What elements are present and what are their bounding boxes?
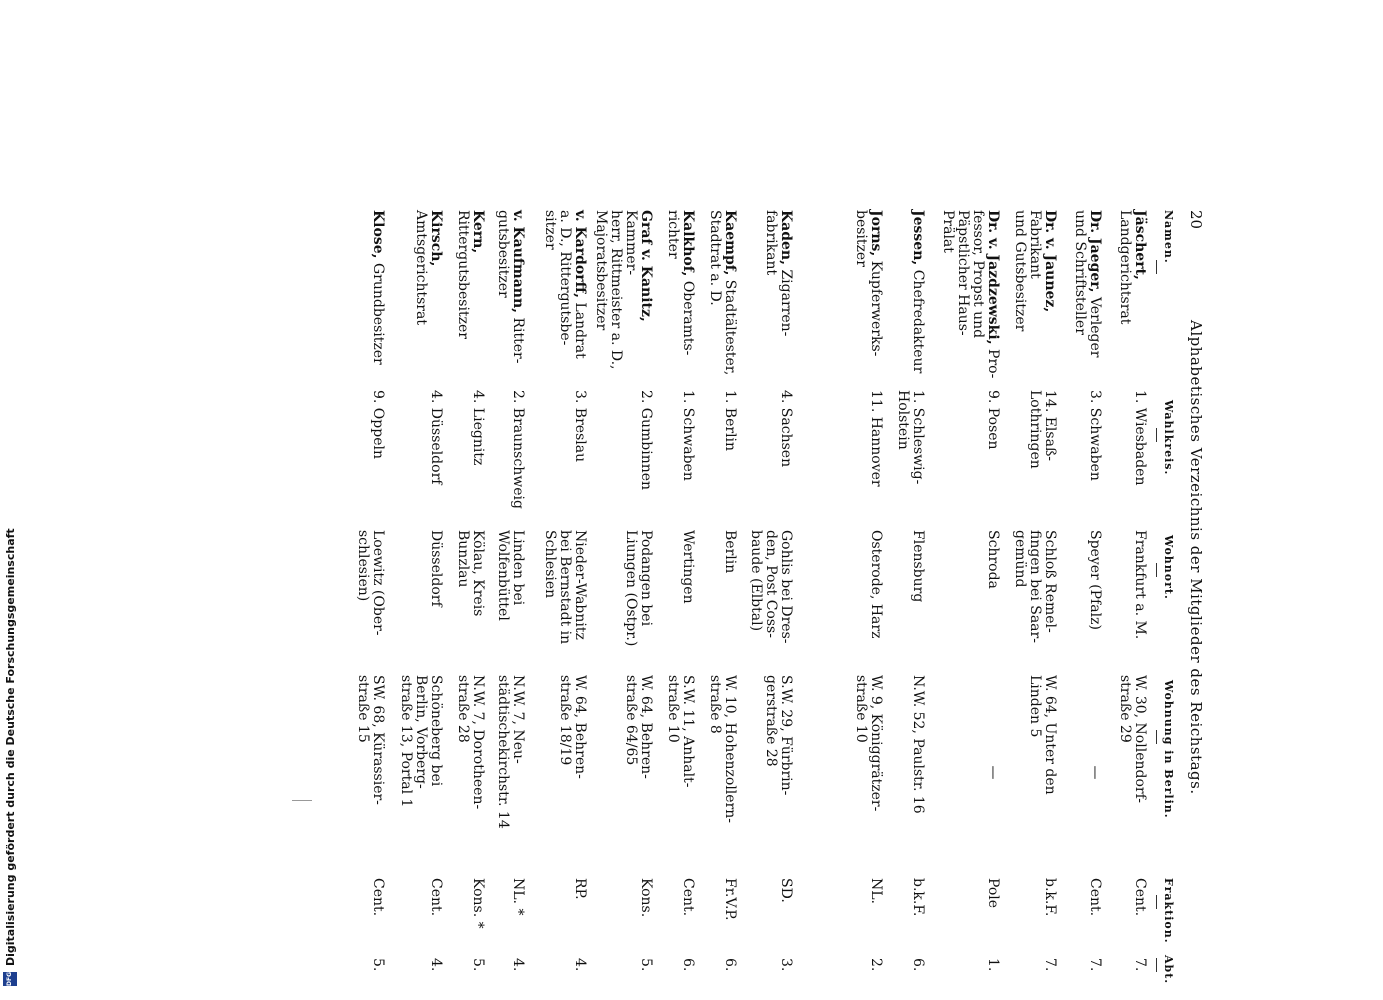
member-occupation: Rittergutsbesitzer [455, 210, 471, 339]
member-abteilung: 6. [680, 958, 696, 972]
member-berlin-address: N.W. 52, Paulstr. 16 [910, 675, 926, 814]
member-wahlkreis: 1. Schleswig- Holstein [895, 390, 926, 485]
member-wohnort: Frankfurt a. M. [1132, 530, 1148, 640]
member-wahlkreis: 9. Posen [985, 390, 1001, 450]
member-berlin-address: — [985, 765, 1001, 780]
member-surname: Kalkhof, [680, 210, 696, 277]
member-fraktion: Cent. [1087, 878, 1103, 917]
member-berlin-address: Schöneberg bei Berlin, Vorberg- straße 13, Portal 1 [398, 675, 444, 808]
member-wahlkreis: 9. Oppeln [370, 390, 386, 459]
page-number: 20 [1187, 210, 1205, 230]
member-surname: Dr. Jaeger, [1087, 210, 1103, 293]
member-surname: Kern, [470, 210, 486, 254]
member-name [1072, 210, 1102, 385]
member-berlin-address: W. 10, Hohenzollern- straße 8 [707, 675, 738, 823]
member-berlin-address: N.W. 7, Dorotheen- straße 28 [455, 675, 486, 810]
member-berlin-address: W. 9, Königgrätzer- straße 10 [853, 675, 884, 812]
header-rule [1156, 260, 1157, 274]
member-wohnort: Linden bei Wolfenbüttel [495, 530, 526, 621]
member-surname: Dr. v. Jaunez, [1042, 210, 1058, 313]
member-fraktion: Cent. [428, 878, 444, 917]
member-name [593, 210, 653, 385]
member-name [1012, 210, 1057, 385]
member-abteilung: 7. [1042, 958, 1058, 972]
member-abteilung: 5. [638, 958, 654, 972]
member-wohnort: Schloß Remel- fingen bei Saar- gemünd [1012, 530, 1058, 643]
member-fraktion: NL. * [510, 878, 526, 916]
member-wohnort: Flensburg [910, 530, 926, 603]
member-fraktion: b.k.F. [910, 878, 926, 917]
member-surname: v. Kardorff, [572, 210, 588, 298]
member-berlin-address: S.W. 29, Fürbrin- gerstraße 28 [763, 675, 794, 796]
member-abteilung: 4. [510, 958, 526, 972]
member-fraktion: Cent. [680, 878, 696, 917]
member-wohnort: Kölau, Kreis Bunzlau [455, 530, 486, 617]
member-fraktion: Cent. [1132, 878, 1148, 917]
column-header-kreis: Wahlkreis. [1162, 400, 1175, 476]
footer-banner [0, 0, 20, 992]
member-surname: Jorns, [868, 210, 884, 257]
member-occupation: Ritter- gutsbesitzer [495, 210, 526, 364]
member-fraktion: Kons. [638, 878, 654, 918]
member-occupation: Kupferwerks- besitzer [853, 210, 884, 357]
member-wahlkreis: 4. Düsseldorf [428, 390, 444, 485]
member-wahlkreis: 1. Schwaben [680, 390, 696, 481]
member-surname: v. Kaufmann, [510, 210, 526, 314]
member-berlin-address: W. 64, Behren- straße 18/19 [557, 675, 588, 779]
member-surname: Graf v. Kanitz, [638, 210, 654, 322]
member-abteilung: 7. [1132, 958, 1148, 972]
header-rule [1156, 958, 1157, 972]
member-fraktion: Cent. [370, 878, 386, 917]
member-wohnort: Gohlis bei Dres- den, Post Coss- baude (Elbtal) [748, 530, 794, 644]
member-occupation: Verleger und Schriftsteller [1072, 210, 1103, 358]
member-occupation: Fabrikant und Gutsbesitzer [1012, 210, 1043, 332]
member-wahlkreis: 4. Liegnitz [470, 390, 486, 466]
member-abteilung: 2. [868, 958, 884, 972]
rotated-page-content [285, 210, 1205, 1000]
member-name [542, 210, 587, 385]
footer-text: Digitalisierung gefördert durch die Deutsche Forschungsgemeinschaft [3, 528, 17, 966]
member-fraktion: RP. [572, 878, 588, 900]
member-fraktion: Pole [985, 878, 1001, 909]
header-rule [1156, 730, 1157, 744]
member-fraktion: b.k.F. [1042, 878, 1058, 917]
member-wahlkreis: 3. Schwaben [1087, 390, 1103, 481]
member-occupation: Zigarren- fabrikant [763, 210, 794, 337]
member-occupation: Kammer- herr, Rittmeister a. D., Majoratsbesitzer [593, 210, 639, 370]
member-occupation: Stadtältester, Stadtrat a. D. [707, 210, 738, 376]
member-name [763, 210, 793, 385]
member-surname: Jäschert, [1132, 210, 1148, 280]
member-abteilung: 4. [572, 958, 588, 972]
member-wahlkreis: 4. Sachsen [778, 390, 794, 468]
member-occupation: Oberamts- richter [665, 210, 696, 356]
member-wohnort: Podangen bei Liungen (Ostpr.) [623, 530, 654, 647]
member-berlin-address: W. 64, Behren- straße 64/65 [623, 675, 654, 779]
member-abteilung: 5. [470, 958, 486, 972]
member-abteilung: 7. [1087, 958, 1103, 972]
column-header-abt: Abt. [1162, 955, 1175, 985]
page-heading: Alphabetisches Verzeichnis der Mitglieder des Reichstags. [1187, 320, 1205, 795]
member-name [455, 210, 485, 385]
member-surname: Kirsch, [428, 210, 444, 267]
member-name [853, 210, 883, 385]
member-surname: Klose, [370, 210, 386, 259]
scan-mark [292, 800, 312, 801]
member-wohnort: Nieder-Wabnitz bei Bernstadt in Schlesien [542, 530, 588, 645]
member-name [707, 210, 737, 385]
member-wohnort: Osterode, Harz [868, 530, 884, 639]
member-berlin-address: W. 64, Unter den Linden 5 [1027, 675, 1058, 795]
member-wahlkreis: 1. Wiesbaden [1132, 390, 1148, 486]
member-name [910, 210, 925, 385]
member-abteilung: 3. [778, 958, 794, 972]
member-occupation: Landrat a. D., Rittergutsbe- sitzer [542, 210, 588, 359]
member-occupation: Pro- fessor, Propst und Päpstlicher Haus- Prälat [940, 210, 1001, 379]
member-occupation: Grundbesitzer [370, 258, 386, 365]
header-rule [1156, 428, 1157, 442]
member-name [1117, 210, 1147, 385]
column-header-wohnort: Wohnort. [1162, 535, 1175, 600]
member-wahlkreis: 3. Breslau [572, 390, 588, 463]
member-name [665, 210, 695, 385]
column-header-name: Namen. [1162, 210, 1175, 264]
member-fraktion: NL. [868, 878, 884, 904]
member-abteilung: 6. [722, 958, 738, 972]
member-wahlkreis: 14. Elsaß- Lothringen [1027, 390, 1058, 469]
member-abteilung: 5. [370, 958, 386, 972]
member-name [495, 210, 525, 385]
member-fraktion: Fr.V.P. [722, 878, 738, 921]
member-wohnort: Speyer (Pfalz) [1087, 530, 1103, 630]
member-abteilung: 4. [428, 958, 444, 972]
member-berlin-address: — [1087, 765, 1103, 780]
member-berlin-address: W. 30, Nollendorf- straße 29 [1117, 675, 1148, 803]
member-berlin-address: N.W. 7, Neu- städtischekirchstr. 14 [495, 675, 526, 829]
member-berlin-address: S.W. 11, Anhalt- straße 10 [665, 675, 696, 788]
member-occupation: Amtsgerichtsrat [413, 210, 429, 325]
column-header-fraktion: Fraktion. [1162, 878, 1175, 944]
member-surname: Jessen, [910, 210, 926, 266]
member-abteilung: 1. [985, 958, 1001, 972]
member-wohnort: Schroda [985, 530, 1001, 589]
dfg-logo-icon: DFG [3, 972, 17, 986]
member-wahlkreis: 2. Gumbinnen [638, 390, 654, 491]
member-fraktion: SD. [778, 878, 794, 903]
column-header-berlin: Wohnung in Berlin. [1162, 680, 1175, 819]
member-surname: Dr. v. Jazdzewski, [985, 210, 1001, 345]
member-name [413, 210, 443, 385]
member-wahlkreis: 1. Berlin [722, 390, 738, 452]
member-wohnort: Loewitz (Ober- schlesien) [355, 530, 386, 636]
header-rule [1156, 895, 1157, 909]
member-occupation: Chefredakteur [910, 265, 926, 374]
member-name [370, 210, 385, 385]
member-surname: Kaden, [778, 210, 794, 265]
member-surname: Kaempf, [722, 210, 738, 276]
member-fraktion: Kons. * [470, 878, 486, 929]
member-wahlkreis: 11. Hannover [868, 390, 884, 487]
member-wohnort: Berlin [722, 530, 738, 574]
member-occupation: Landgerichtsrat [1117, 210, 1133, 325]
member-abteilung: 6. [910, 958, 926, 972]
member-berlin-address: SW. 68, Kürassier- straße 15 [355, 675, 386, 805]
header-rule [1156, 563, 1157, 577]
member-wahlkreis: 2. Braunschweig [510, 390, 526, 509]
member-wohnort: Düsseldorf [428, 530, 444, 607]
member-name [940, 210, 1000, 385]
member-wohnort: Wertingen [680, 530, 696, 604]
